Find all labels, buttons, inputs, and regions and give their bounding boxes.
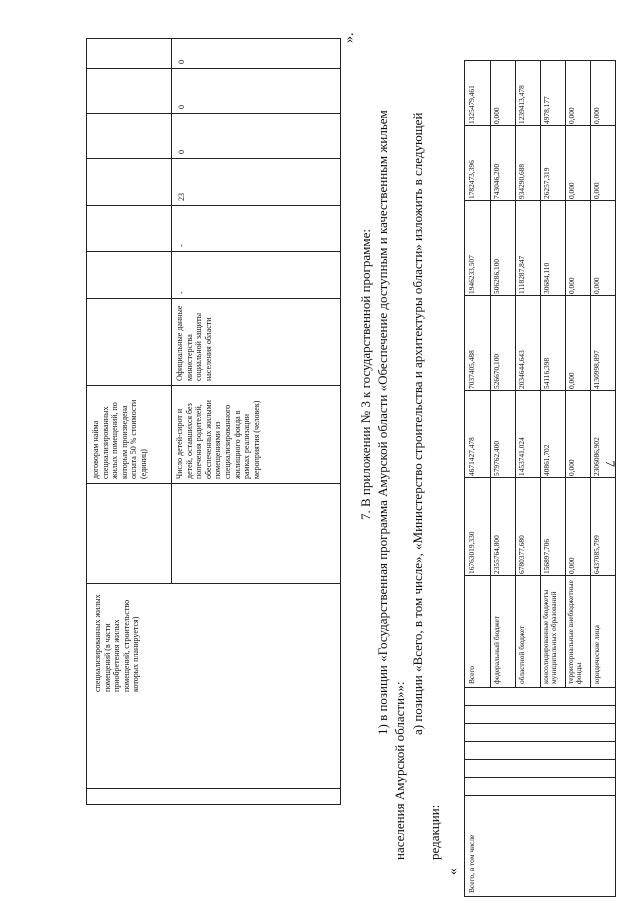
value-cell: 4978,177 [542,96,551,124]
value-cell: 0,000 [592,107,601,124]
value-cell: - [177,291,186,294]
value-cell: 0 [177,105,186,109]
value-cell: 1782473,396 [467,160,476,199]
value-cell: 1946233,507 [467,255,476,294]
value-cell: 0 [177,150,186,154]
value-cell: - [177,244,186,247]
value-cell: 26257,319 [542,167,551,199]
row-label: консолидированные бюджеты муниципальных образований [541,589,559,684]
row-label: юридические лица [592,625,601,684]
value-cell: 54116,398 [542,357,551,389]
row-label: федеральный бюджет [492,615,501,684]
indicator-table [86,38,341,805]
paragraph-a-line1: а) позиции «Всего, в том числе», «Министерство строительства и архитектуры области» изложить в следующей [410,112,425,735]
page-number: 7 [603,460,618,467]
value-cell: 2034644,643 [517,350,526,389]
value-cell: 0,000 [567,182,576,199]
value-cell: 23 [177,193,186,201]
value-cell: 1118287,847 [517,255,526,294]
program-event-name: специализированных жилых помещений (в части приобретения жилых помещений, строительство которых планируется) [93,594,141,692]
financing-table [464,60,616,897]
value-cell: 743046,200 [492,163,501,199]
indicator-row1: договорам найма специализированных жилых помещений, по которым произведена оплата 50 % стоимости (единиц) [91,399,148,479]
paragraph-a-line2: редакции: [427,804,442,860]
value-cell: 16763019,330 [467,531,476,574]
value-cell: 6780377,680 [517,535,526,574]
value-cell: 1453741,024 [517,437,526,476]
paragraph-7: 7. В приложении № 3 к государственной программе: [358,229,373,520]
total-label: Всего, в том числе [467,834,476,893]
paragraph-1-line1: 1) в позиции «Государственная программа Амурской области «Обеспечение доступным и качественным жильем [375,110,390,735]
value-cell: 1239413,478 [517,85,526,124]
indicator-row2: Число детей-сирот и детей, оставшихся без попечения родителей, обеспеченных жилыми помещениями из специализированного жилищного фонда в рамках реализации мероприятия (человек) [175,400,261,479]
value-cell: 0 [177,60,186,64]
value-cell: 0,000 [567,277,576,294]
value-cell: 7037405,488 [467,350,476,389]
value-cell: 6437085,799 [592,535,601,574]
value-cell: 0,000 [567,557,576,574]
value-cell: 934290,688 [517,163,526,199]
value-cell: 4671427,478 [467,437,476,476]
value-cell: 1325479,461 [467,85,476,124]
value-cell: 2306086,902 [592,437,601,476]
value-cell: 40861,702 [542,444,551,476]
value-cell: 0,000 [567,107,576,124]
closing-quote: ». [342,32,357,43]
value-cell: 579762,400 [492,440,501,476]
opening-quote: « [446,868,461,875]
value-cell: 0,000 [492,107,501,124]
paragraph-1-line2: населения Амурской области»»: [392,681,407,860]
value-cell: 2355764,800 [492,535,501,574]
value-cell: 156897,706 [542,538,551,574]
value-cell: 30684,110 [542,262,551,294]
value-cell: 506286,100 [492,258,501,294]
value-cell: 526670,100 [492,353,501,389]
row-label: областной бюджет [517,625,526,684]
value-cell: 0,000 [567,372,576,389]
value-cell: 0,000 [567,459,576,476]
value-cell: 4130998,897 [592,350,601,389]
data-source: Официальные данные министерства социальной защиты населения области [175,305,213,381]
row-label: Всего [467,665,476,684]
value-cell: 0,000 [592,277,601,294]
row-label: территориальные внебюджетные фонды [566,580,584,684]
value-cell: 0,000 [592,182,601,199]
